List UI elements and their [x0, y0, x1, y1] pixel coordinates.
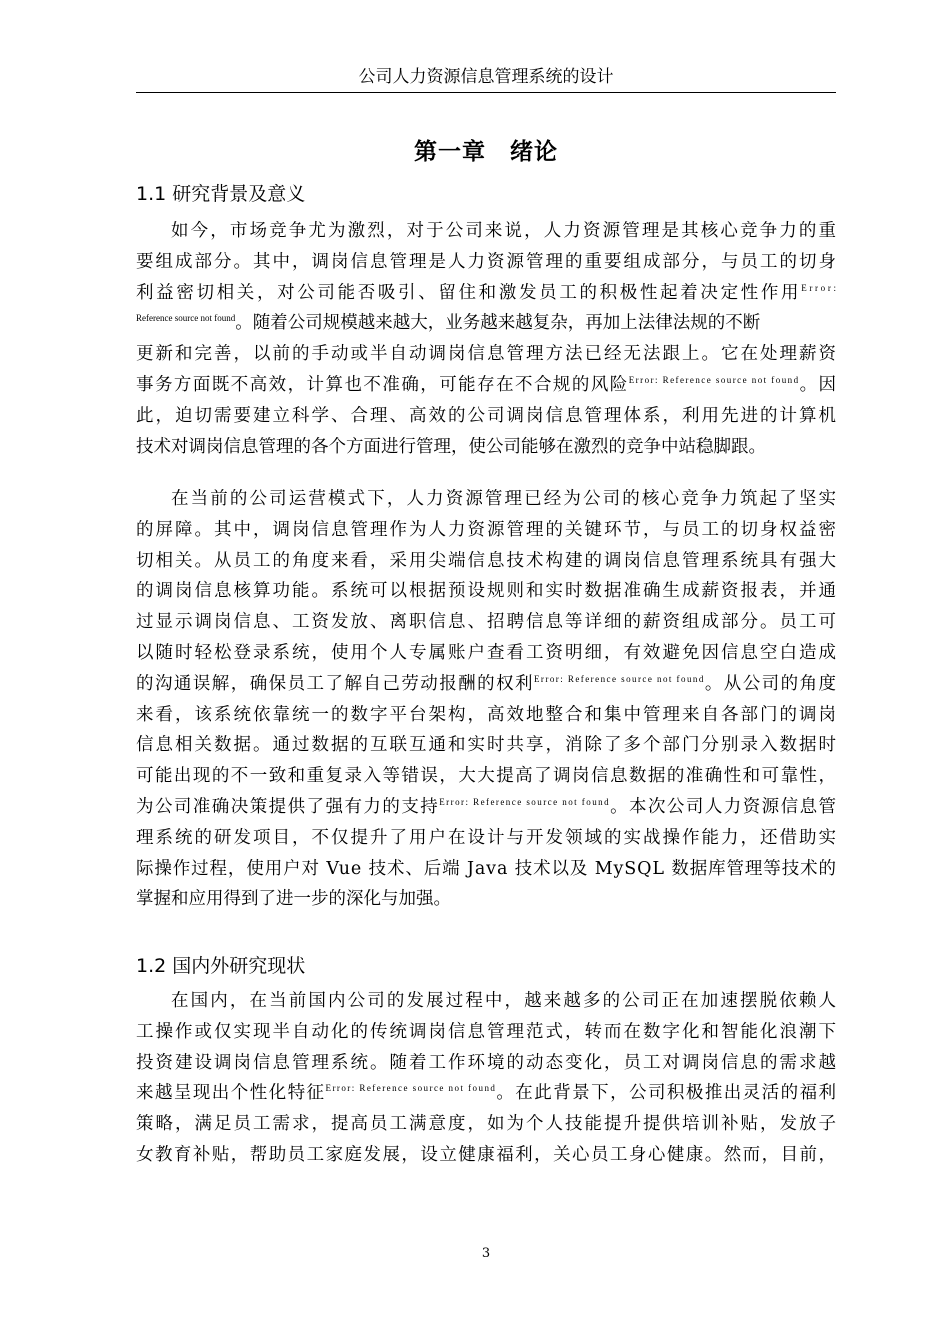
chapter-number: 第一章 — [414, 139, 486, 165]
paragraph-background-2 — [136, 484, 839, 915]
text-line: 在国内，在当前国内公司的发展过程中，越来越多的公司正在加速摆脱依赖人 — [171, 991, 839, 1011]
chapter-title — [136, 136, 836, 168]
text-line: 可能出现的不一致和重复录入等错误，大大提高了调岗信息数据的准确性和可靠性， — [136, 766, 838, 787]
text-line: 以随时轻松登录系统，使用个人专属账户查看工资明细，有效避免因信息空白造成 — [136, 642, 838, 663]
page-number: 3 — [481, 1246, 491, 1261]
page-header: 公司人力资源信息管理系统的设计 — [358, 67, 614, 87]
text-line: 利益密切相关，对公司能否吸引、留住和激发员工的积极性起着决定性作用$^{Error:}$ — [136, 282, 839, 303]
text-line: $^{Reference source not found}$。随着公司规模越来越大，业务越来越复杂，再加上法律法规的不断 — [136, 313, 761, 334]
text-line: 的沟通误解，确保员工了解自己劳动报酬的权利$^{Error: Reference source not found}$。从公司的角度 — [136, 673, 838, 694]
text-line: 信息相关数据。通过数据的互联互通和实时共享，消除了多个部门分别录入数据时 — [136, 735, 838, 756]
citation-error: Error: Reference source not found — [439, 796, 611, 807]
text-line: 如今，市场竞争尤为激烈，对于公司来说，人力资源管理是其核心竞争力的重 — [171, 221, 839, 241]
text-line: 事务方面既不高效，计算也不准确，可能存在不合规的风险$^{Error: Reference source not found}$。因 — [136, 374, 838, 395]
text-line: 在当前的公司运营模式下，人力资源管理已经为公司的核心竞争力筑起了坚实 — [171, 489, 839, 509]
citation-error: Reference source not found — [136, 313, 236, 324]
text-line: 来看，该系统依靠统一的数字平台架构，高效地整合和集中管理来自各部门的调岗 — [136, 704, 838, 725]
citation-error: Error: — [801, 282, 839, 293]
paragraph-research-status — [136, 986, 839, 1171]
text-line: 策略，满足员工需求，提高员工满意度，如为个人技能提升提供培训补贴，发放子 — [136, 1114, 838, 1135]
section-heading-1-1: 1.1 研究背景及意义 — [136, 183, 306, 205]
text-line: 的调岗信息核算功能。系统可以根据预设规则和实时数据准确生成薪资报表，并通 — [136, 581, 838, 602]
text-line: 更新和完善，以前的手动或半自动调岗信息管理方法已经无法跟上。它在处理薪资 — [136, 344, 838, 365]
header-rule — [136, 92, 836, 93]
text-line: 为公司准确决策提供了强有力的支持$^{Error: Reference source not found}$。本次公司人力资源信息管 — [136, 796, 838, 817]
chapter-name: 绪论 — [510, 139, 558, 165]
text-line: 投资建设调岗信息管理系统。随着工作环境的动态变化，员工对调岗信息的需求越 — [136, 1052, 838, 1073]
text-line: 的屏障。其中，调岗信息管理作为人力资源管理的关键环节，与员工的切身权益密 — [136, 519, 838, 540]
text-line: 女教育补贴，帮助员工家庭发展，设立健康福利，关心员工身心健康。然而，目前， — [136, 1144, 838, 1165]
citation-error: Error: Reference source not found — [533, 673, 705, 684]
text-line: 过显示调岗信息、工资发放、离职信息、招聘信息等详细的薪资组成部分。员工可 — [136, 612, 838, 633]
text-line: 掌握和应用得到了进一步的深化与加强。 — [136, 889, 451, 910]
citation-error: Error: Reference source not found — [325, 1083, 497, 1094]
text-line: 际操作过程，使用户对 Vue 技术、后端 Java 技术以及 MySQL 数据库管理等技术的 — [136, 858, 837, 879]
text-line: 技术对调岗信息管理的各个方面进行管理，使公司能够在激烈的竞争中站稳脚跟。 — [136, 436, 766, 457]
section-heading-1-2: 1.2 国内外研究现状 — [136, 955, 306, 977]
text-line: 切相关。从员工的角度来看，采用尖端信息技术构建的调岗信息管理系统具有强大 — [136, 550, 838, 571]
text-line: 来越呈现出个性化特征$^{Error: Reference source not found}$。在此背景下，公司积极推出灵活的福利 — [136, 1083, 838, 1104]
text-line: 要组成部分。其中，调岗信息管理是人力资源管理的重要组成部分，与员工的切身 — [136, 251, 838, 272]
text-line: 此，迫切需要建立科学、合理、高效的公司调岗信息管理体系，利用先进的计算机 — [136, 405, 838, 426]
text-line: 工操作或仅实现半自动化的传统调岗信息管理范式，转而在数字化和智能化浪潮下 — [136, 1021, 838, 1042]
paragraph-background-1 — [136, 216, 839, 462]
text-line: 理系统的研发项目，不仅提升了用户在设计与开发领域的实战操作能力，还借助实 — [136, 827, 838, 848]
citation-error: Error: Reference source not found — [628, 374, 800, 385]
